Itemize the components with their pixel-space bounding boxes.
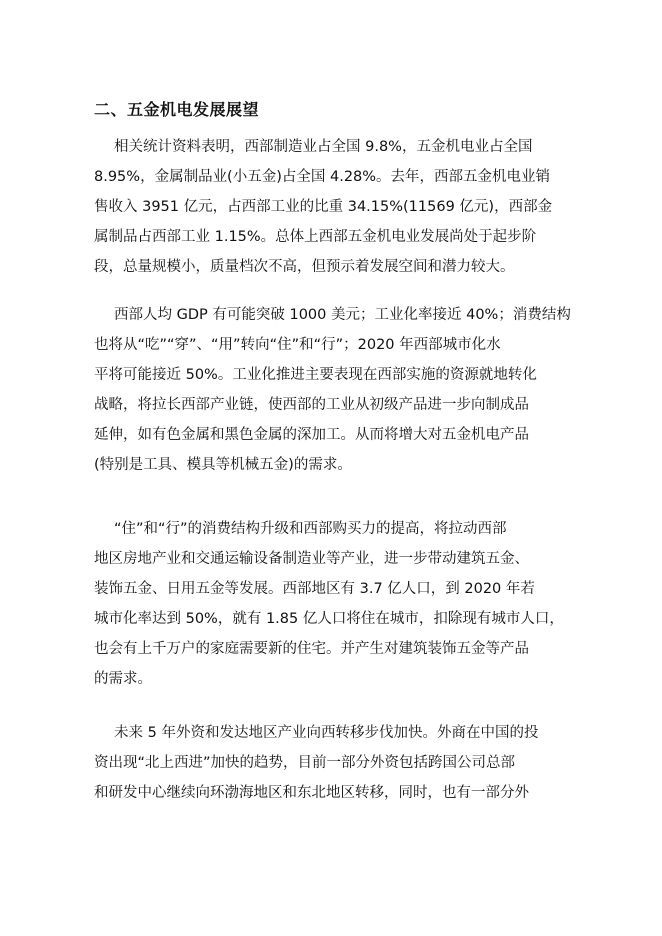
text-line: 延伸，如有色金属和黑色金属的深加工。从而将增大对五金机电产品 (94, 427, 529, 443)
section-heading: 二、五金机电发展展望 (94, 100, 260, 119)
paragraph-housing-transport (94, 514, 584, 694)
paragraph-gdp-consumption (94, 300, 584, 480)
text-line: 相关统计资料表明，西部制造业占全国 9.8%，五金机电业占全国 (114, 139, 533, 155)
text-line: (特别是工具、模具等机械五金)的需求。 (94, 457, 352, 473)
text-line: “住”和“行”的消费结构升级和西部购买力的提高，将拉动西部 (114, 521, 507, 537)
text-line: 售收入 3951 亿元，占西部工业的比重 34.15%(11569 亿元)，西部金 (94, 199, 553, 215)
paragraph-statistics (94, 132, 584, 282)
text-line: 西部人均 GDP 有可能突破 1000 美元；工业化率接近 40%；消费结构 (114, 307, 571, 323)
text-line: 属制品占西部工业 1.15%。总体上西部五金机电业发展尚处于起步阶 (94, 229, 537, 245)
text-line: 段，总量规模小，质量档次不高，但预示着发展空间和潜力较大。 (94, 259, 515, 275)
paragraph-foreign-investment (94, 718, 584, 808)
text-line: 资出现“北上西进”加快的趋势，目前一部分外资包括跨国公司总部 (94, 755, 516, 771)
text-line: 也会有上千万户的家庭需要新的住宅。并产生对建筑装饰五金等产品 (94, 641, 529, 657)
text-line: 平将可能接近 50%。工业化推进主要表现在西部实施的资源就地转化 (94, 367, 537, 383)
text-line: 战略，将拉长西部产业链，使西部的工业从初级产品进一步向制成品 (94, 397, 529, 413)
text-line: 装饰五金、日用五金等发展。西部地区有 3.7 亿人口，到 2020 年若 (94, 581, 535, 597)
text-line: 8.95%，金属制品业(小五金)占全国 4.28%。去年，西部五金机电业销 (94, 169, 551, 185)
text-line: 和研发中心继续向环渤海地区和东北地区转移，同时，也有一部分外 (94, 785, 529, 801)
text-line: 未来 5 年外资和发达地区产业向西转移步伐加快。外商在中国的投 (114, 725, 539, 741)
text-line: 地区房地产业和交通运输设备制造业等产业，进一步带动建筑五金、 (94, 551, 529, 567)
text-line: 也将从“吃”“穿”、“用”转向“住”和“行”；2020 年西部城市化水 (94, 337, 501, 353)
text-line: 城市化率达到 50%，就有 1.85 亿人口将住在城市，扣除现有城市人口， (94, 611, 564, 627)
text-line: 的需求。 (94, 671, 152, 687)
